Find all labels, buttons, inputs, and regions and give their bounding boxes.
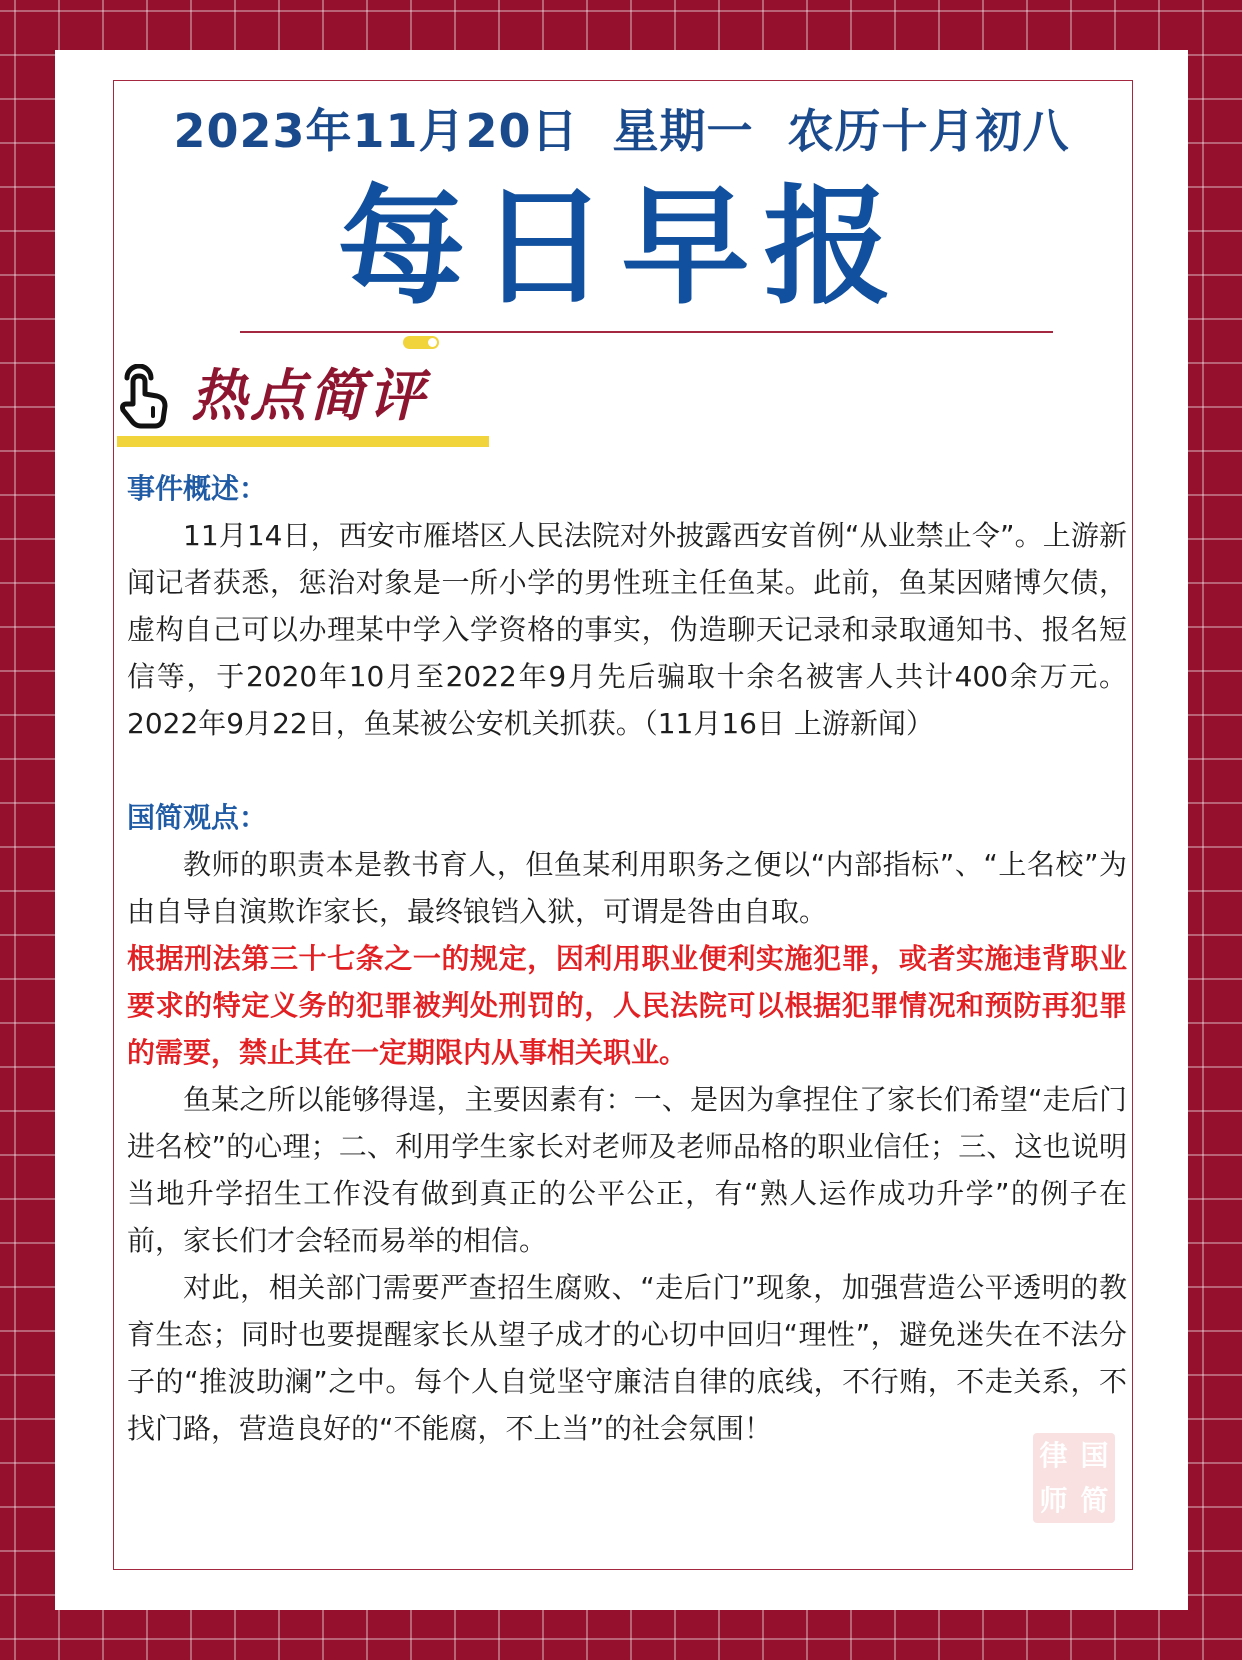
section-title: 热点简评 <box>191 364 427 429</box>
seal-char: 律 <box>1039 1439 1068 1472</box>
event-label: 事件概述： <box>127 472 268 505</box>
page-title: 每日早报 <box>337 173 906 322</box>
seal-char: 国 <box>1080 1439 1109 1472</box>
hand-tap-icon <box>117 364 173 430</box>
opinion-label: 国简观点： <box>127 801 268 834</box>
event-paragraph: 11月14日，西安市雁塔区人民法院对外披露西安首例“从业禁止令”。上游新闻记者获悉，惩治对象是一所小学的男性班主任鱼某。此前，鱼某因赌博欠债，虚构自己可以办理某中学入学资格的事实，伪造聊天记录和录取通知书、报名短信等，于2020年10月至2022年9月先后骗取十余名被害人共计400余万元。2022年9月22日，鱼某被公安机关抓获。（11月16日 上游新闻） <box>127 519 1127 740</box>
toggle-decoration-icon <box>403 336 439 349</box>
opinion-paragraph-2: 鱼某之所以能够得逞，主要因素有：一、是因为拿捏住了家长们希望“走后门进名校”的心理；二、利用学生家长对老师及老师品格的职业信任；三、这也说明当地升学招生工作没有做到真正的公平公正，有“熟人运作成功升学”的例子在前，家长们才会轻而易举的相信。 <box>127 1083 1127 1257</box>
seal-char: 简 <box>1080 1484 1109 1517</box>
spacer <box>127 747 1127 794</box>
report-card <box>55 50 1188 1610</box>
date-line: 2023年11月20日 星期一 农历十月初八 <box>173 104 1070 158</box>
opinion-paragraph-1: 教师的职责本是教书育人，但鱼某利用职务之便以“内部指标”、“上名校”为由自导自演欺诈家长，最终锒铛入狱，可谓是咎由自取。 <box>127 848 1127 928</box>
section-underline <box>117 436 489 447</box>
article-body <box>127 465 1127 1452</box>
section-header <box>117 360 497 450</box>
seal-char: 师 <box>1039 1484 1068 1517</box>
law-highlight: 根据刑法第三十七条之一的规定，因利用职业便利实施犯罪，或者实施违背职业要求的特定义务的犯罪被判处刑罚的，人民法院可以根据犯罪情况和预防再犯罪的需要，禁止其在一定期限内从事相关职业。 <box>127 942 1127 1069</box>
seal-stamp <box>1033 1433 1115 1523</box>
opinion-paragraph-3: 对此，相关部门需要严查招生腐败、“走后门”现象，加强营造公平透明的教育生态；同时也要提醒家长从望子成才的心切中回归“理性”，避免迷失在不法分子的“推波助澜”之中。每个人自觉坚守廉洁自律的底线，不行贿，不走关系，不找门路，营造良好的“不能腐，不上当”的社会氛围！ <box>127 1271 1127 1445</box>
header-divider <box>240 331 1053 333</box>
